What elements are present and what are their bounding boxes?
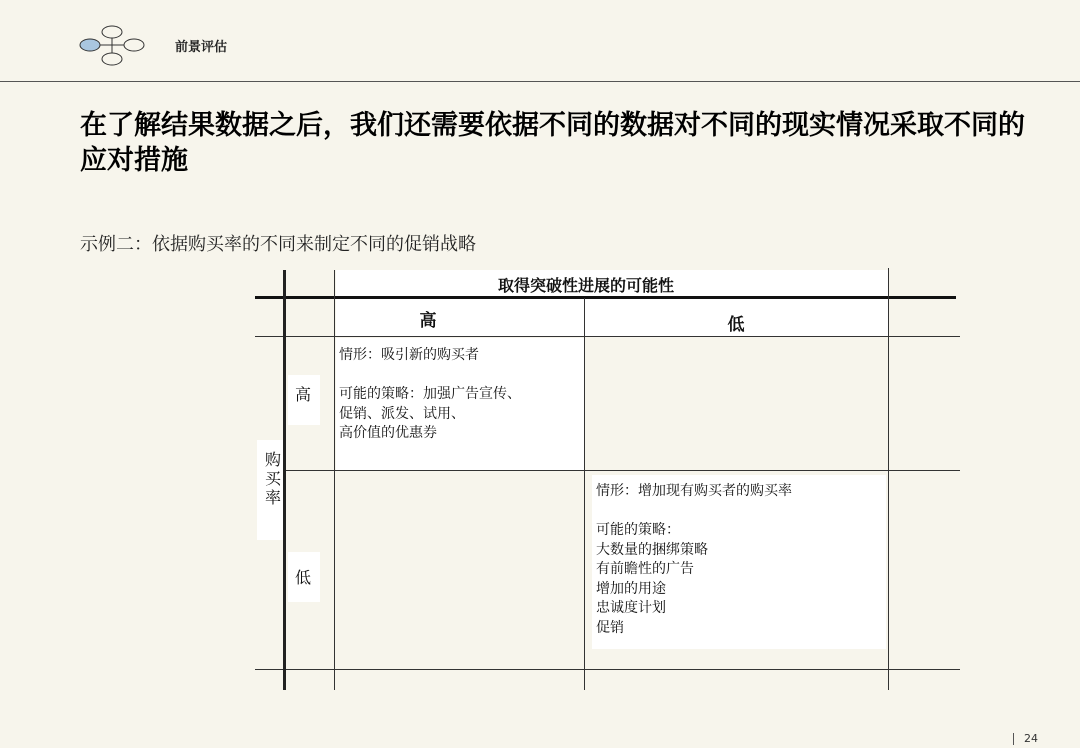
matrix-axis-rule xyxy=(283,270,286,690)
linked-circles-icon xyxy=(78,24,146,66)
matrix-col-rule-2 xyxy=(584,298,585,690)
column-axis-title: 取得突破性进展的可能性 xyxy=(497,276,674,295)
matrix-top-rule xyxy=(255,296,956,299)
row-axis-title: 购买率 xyxy=(264,450,281,507)
section-label: 前景评估 xyxy=(175,40,228,55)
column-header-high: 高 xyxy=(419,311,437,331)
matrix-col-rule-3 xyxy=(888,268,889,690)
matrix-col-rule-1 xyxy=(334,270,335,690)
page-number: 24 xyxy=(1024,732,1038,745)
page-number-divider xyxy=(1013,733,1014,745)
column-header-low: 低 xyxy=(727,315,745,335)
matrix-bottom-rule xyxy=(255,669,960,670)
matrix-middle-rule xyxy=(286,470,960,471)
row-header-low: 低 xyxy=(295,568,312,587)
row-header-high: 高 xyxy=(295,385,312,404)
page-title: 在了解结果数据之后，我们还需要依据不同的数据对不同的现实情况采取不同的应对措施 xyxy=(80,110,1025,176)
header-divider xyxy=(0,81,1080,82)
matrix-header-rule xyxy=(255,336,960,337)
page-subtitle: 示例二：依据购买率的不同来制定不同的促销战略 xyxy=(80,234,476,255)
cell-low-low: 情形：增加现有购买者的购买率 可能的策略： 大数量的捆绑策略 有前瞻性的广告 增加的用途 忠诚度计划 促销 xyxy=(596,483,792,636)
cell-high-high: 情形：吸引新的购买者 可能的策略：加强广告宣传、 促销、派发、试用、 高价值的优惠券 xyxy=(339,347,521,441)
